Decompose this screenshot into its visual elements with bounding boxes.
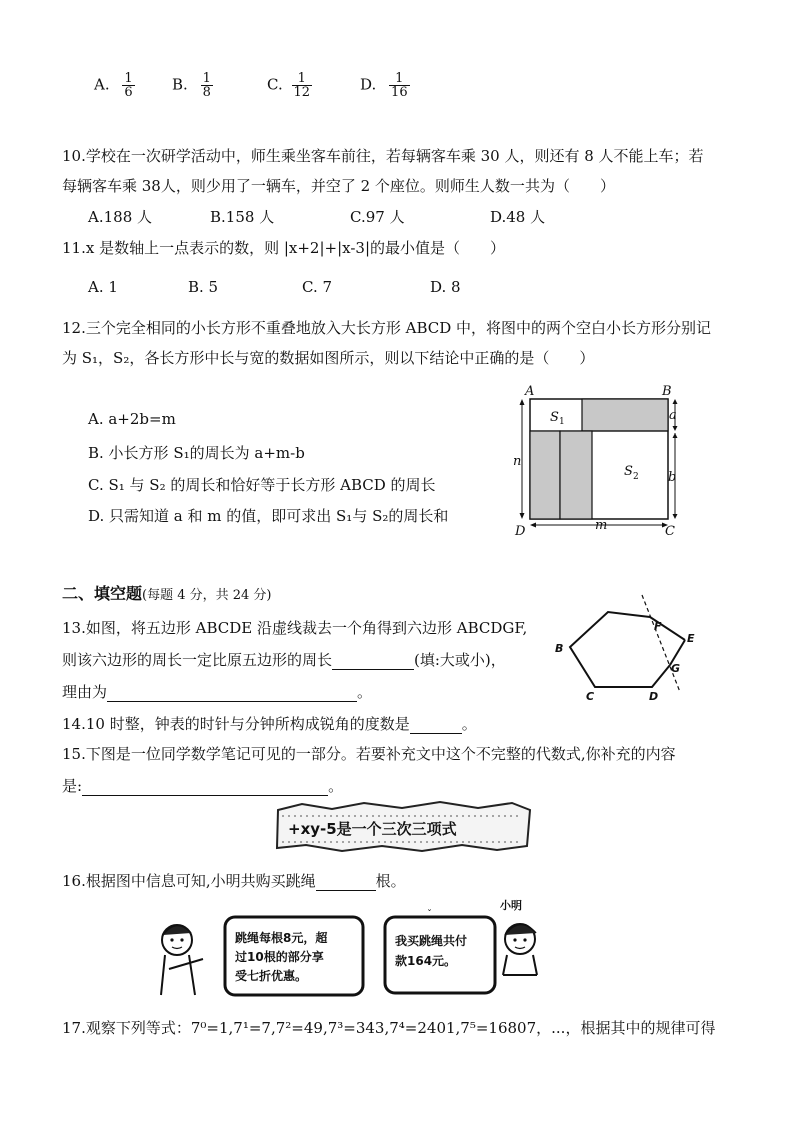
q12-option-a: A. a+2b=m [88, 410, 176, 428]
q12-line1: 12.三个完全相同的小长方形不重叠地放入大长方形 ABCD 中，将图中的两个空白小长方形分别记 [62, 319, 712, 337]
fig12-label-n: n [513, 454, 522, 469]
fig12-label-C: C [665, 524, 675, 539]
q10-line1: 10.学校在一次研学活动中，师生乘坐客车前往，若每辆客车乘 30 人，则还有 8 人不能上车；若 [62, 147, 704, 165]
bubble1-line2: 过10根的部分享 [235, 950, 324, 964]
fig13-label-F: F [654, 620, 662, 633]
bubble2-line1: 我买跳绳共付 [395, 934, 468, 948]
fig13-label-D: D [649, 690, 659, 703]
q16-line: 16.根据图中信息可知,小明共购买跳绳 根。 [62, 872, 406, 890]
xiaoming-figure [500, 898, 537, 975]
q14-answer-blank[interactable] [410, 715, 462, 734]
fig12-label-s2: S [624, 464, 633, 479]
fig12-label-s1-sub: 1 [559, 417, 565, 427]
q12-option-c: C. S₁ 与 S₂ 的周长和恰好等于长方形 ABCD 的周长 [88, 476, 436, 494]
bubble2-line2: 款164元。 [395, 954, 457, 968]
q13-line2: 则该六边形的周长一定比原五边形的周长 (填:大或小)， [62, 651, 506, 669]
section-title: 二、填空题(每题 4 分，共 24 分) [62, 584, 272, 603]
q10-line2: 每辆客车乘 38人，则少用了一辆车，并空了 2 个座位。则师生人数一共为（ ） [62, 177, 615, 195]
q10-option-a: A.188 人 [88, 208, 152, 226]
fig13-label-C: C [586, 690, 595, 703]
q14-line: 14.10 时整，钟表的时针与分钟所构成锐角的度数是 。 [62, 715, 477, 733]
bubble1-line1: 跳绳每根8元，超 [235, 931, 328, 945]
fig12-label-m: m [595, 518, 608, 533]
fig12-label-B: B [662, 384, 672, 399]
q15-answer-blank[interactable] [82, 777, 328, 796]
fig13-label-B: B [555, 642, 564, 655]
q15-torn-note-image [272, 800, 534, 854]
q10-option-b: B.158 人 [210, 208, 275, 226]
q12-rectangle-figure [510, 383, 690, 539]
svg-text:ˇ: ˇ [427, 909, 432, 920]
bubble1-line3: 受七折优惠。 [235, 969, 308, 983]
q12-option-b: B. 小长方形 S₁的周长为 a+m-b [88, 444, 305, 462]
q13-answer-blank-1[interactable] [332, 651, 414, 670]
fig12-label-a: a [669, 408, 677, 423]
q12-line2: 为 S₁，S₂，各长方形中长与宽的数据如图所示，则以下结论中正确的是（ ） [62, 349, 595, 367]
q11-stem: 11.x 是数轴上一点表示的数，则 |x+2|+|x-3|的最小值是（ ） [62, 239, 506, 257]
q11-option-a: A. 1 [88, 278, 118, 296]
q15-line2: 是: 。 [62, 777, 344, 795]
q9-option-c: C. $\frac{1}{12}$ [267, 71, 311, 100]
q11-option-d: D. 8 [430, 278, 461, 296]
q9-option-b: B. $\frac{1}{8}$ [172, 71, 211, 100]
q16-answer-blank[interactable] [316, 872, 376, 891]
xiaoming-name-label: 小明 [500, 899, 522, 912]
q13-line1: 13.如图，将五边形 ABCDE 沿虚线裁去一个角得到六边形 ABCDGF, [62, 619, 528, 637]
q13-line3: 理由为 。 [62, 683, 373, 701]
fig13-label-E: E [687, 632, 695, 645]
q13-answer-blank-2[interactable] [107, 683, 357, 702]
q10-option-c: C.97 人 [350, 208, 405, 226]
fig12-label-s2-sub: 2 [633, 472, 639, 482]
fig12-label-D: D [515, 524, 526, 539]
q17-line: 17.观察下列等式：7⁰=1,7¹=7,7²=49,7³=343,7⁴=2401,7⁵=16807，...，根据其中的规律可得 [62, 1019, 716, 1037]
q9-option-a: A. $\frac{1}{6}$ [94, 71, 133, 100]
q12-option-d: D. 只需知道 a 和 m 的值，即可求出 S₁与 S₂的周长和 [88, 507, 449, 525]
q11-option-b: B. 5 [188, 278, 219, 296]
q9-option-d: D. $\frac{1}{16}$ [360, 71, 408, 100]
q15-line1: 15.下图是一位同学数学笔记可见的一部分。若要补充文中这个不完整的代数式,你补充的内容 [62, 745, 676, 763]
q10-option-d: D.48 人 [490, 208, 546, 226]
q15-banner-text: +xy-5是一个三次三项式 [288, 820, 457, 838]
fig12-label-b: b [668, 470, 677, 485]
q11-option-c: C. 7 [302, 278, 333, 296]
fig13-label-G: G [671, 662, 681, 675]
fig12-label-A: A [525, 384, 535, 399]
seller-figure [161, 925, 203, 995]
q13-pentagon-figure [550, 590, 700, 705]
q16-cartoon-illustration [155, 895, 555, 1003]
fig12-label-s1: S [550, 410, 559, 425]
